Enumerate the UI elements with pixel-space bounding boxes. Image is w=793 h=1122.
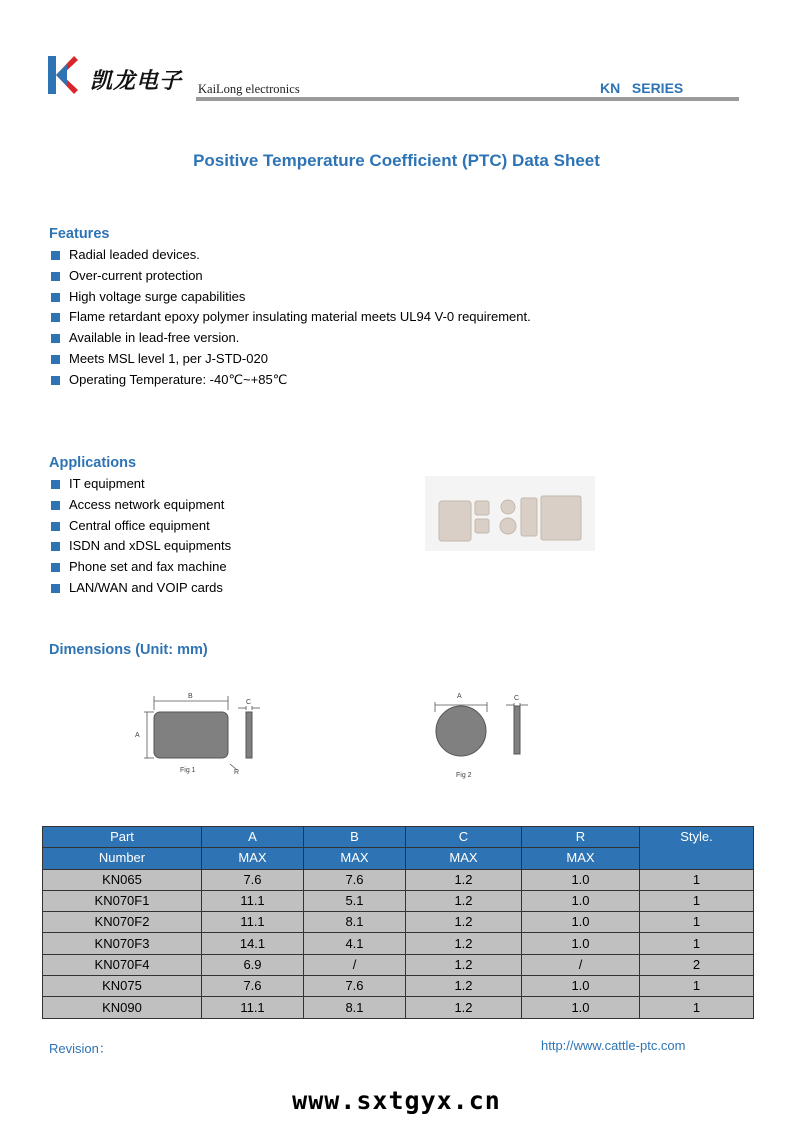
applications-list bbox=[49, 474, 231, 599]
header-number: Number bbox=[43, 848, 202, 869]
header-c: C bbox=[406, 827, 522, 848]
kailong-logo-icon bbox=[48, 56, 78, 94]
watermark-url: www.sxtgyx.cn bbox=[292, 1086, 501, 1115]
website-link[interactable]: http://www.cattle-ptc.com bbox=[541, 1038, 686, 1053]
page-title: Positive Temperature Coefficient (PTC) Data Sheet bbox=[193, 151, 600, 170]
list-item: IT equipment bbox=[49, 474, 231, 495]
list-item: ISDN and xDSL equipments bbox=[49, 536, 231, 557]
fig1-label-b: B bbox=[188, 693, 193, 700]
header-rule bbox=[196, 97, 739, 101]
fig1-label-r: R bbox=[234, 769, 240, 776]
product-photo bbox=[425, 476, 595, 551]
table-row: KN070F4 6.9 / 1.2 / 2 bbox=[43, 954, 754, 975]
bullet-square-icon bbox=[51, 293, 60, 302]
fig1-label-a: A bbox=[135, 732, 140, 739]
header-b: B bbox=[304, 827, 406, 848]
figure-1-diagram bbox=[130, 688, 270, 778]
header-part: Part bbox=[43, 827, 202, 848]
table-row: KN065 7.6 7.6 1.2 1.0 1 bbox=[43, 869, 754, 890]
header-r: R bbox=[522, 827, 640, 848]
features-heading: Features bbox=[49, 226, 110, 242]
fig1-caption: Fig 1 bbox=[180, 767, 196, 774]
bullet-square-icon bbox=[51, 355, 60, 364]
table-row: KN070F3 14.1 4.1 1.2 1.0 1 bbox=[43, 933, 754, 954]
list-item: Over-current protection bbox=[49, 266, 531, 287]
fig1-label-c: C bbox=[246, 699, 252, 706]
list-item: Meets MSL level 1, per J-STD-020 bbox=[49, 349, 531, 370]
figure-2-diagram bbox=[425, 688, 535, 783]
list-item: High voltage surge capabilities bbox=[49, 287, 531, 308]
header-max-b: MAX bbox=[304, 848, 406, 869]
list-item: Phone set and fax machine bbox=[49, 557, 231, 578]
list-item: Operating Temperature: -40℃~+85℃ bbox=[49, 370, 531, 391]
header-a: A bbox=[202, 827, 304, 848]
bullet-square-icon bbox=[51, 584, 60, 593]
series-label: KN SERIES bbox=[600, 80, 684, 96]
fig2-caption: Fig 2 bbox=[456, 772, 472, 779]
bullet-square-icon bbox=[51, 501, 60, 510]
fig2-label-c: C bbox=[514, 695, 520, 702]
bullet-square-icon bbox=[51, 313, 60, 322]
list-item: Available in lead-free version. bbox=[49, 328, 531, 349]
bullet-square-icon bbox=[51, 334, 60, 343]
header-max-a: MAX bbox=[202, 848, 304, 869]
table-row: KN090 11.1 8.1 1.2 1.0 1 bbox=[43, 997, 754, 1018]
bullet-square-icon bbox=[51, 272, 60, 281]
header-style: Style. bbox=[640, 827, 754, 870]
table-row: KN070F1 11.1 5.1 1.2 1.0 1 bbox=[43, 890, 754, 911]
list-item: LAN/WAN and VOIP cards bbox=[49, 578, 231, 599]
header-max-c: MAX bbox=[406, 848, 522, 869]
dimensions-table bbox=[42, 826, 754, 1019]
bullet-square-icon bbox=[51, 542, 60, 551]
list-item: Access network equipment bbox=[49, 495, 231, 516]
brand-english-name: KaiLong electronics bbox=[198, 82, 300, 96]
table-row: KN070F2 11.1 8.1 1.2 1.0 1 bbox=[43, 912, 754, 933]
bullet-square-icon bbox=[51, 480, 60, 489]
features-list bbox=[49, 245, 531, 391]
revision-label: Revision： bbox=[49, 1041, 112, 1056]
bullet-square-icon bbox=[51, 563, 60, 572]
table-row: KN075 7.6 7.6 1.2 1.0 1 bbox=[43, 976, 754, 997]
list-item: Flame retardant epoxy polymer insulating material meets UL94 V-0 requirement. bbox=[49, 307, 531, 328]
bullet-square-icon bbox=[51, 251, 60, 260]
dimensions-heading: Dimensions (Unit: mm) bbox=[49, 642, 208, 658]
bullet-square-icon bbox=[51, 376, 60, 385]
header-max-r: MAX bbox=[522, 848, 640, 869]
list-item: Central office equipment bbox=[49, 516, 231, 537]
brand-chinese-name: 凯龙电子 bbox=[90, 68, 183, 94]
fig2-label-a: A bbox=[457, 693, 462, 700]
applications-heading: Applications bbox=[49, 455, 137, 471]
list-item: Radial leaded devices. bbox=[49, 245, 531, 266]
bullet-square-icon bbox=[51, 522, 60, 531]
